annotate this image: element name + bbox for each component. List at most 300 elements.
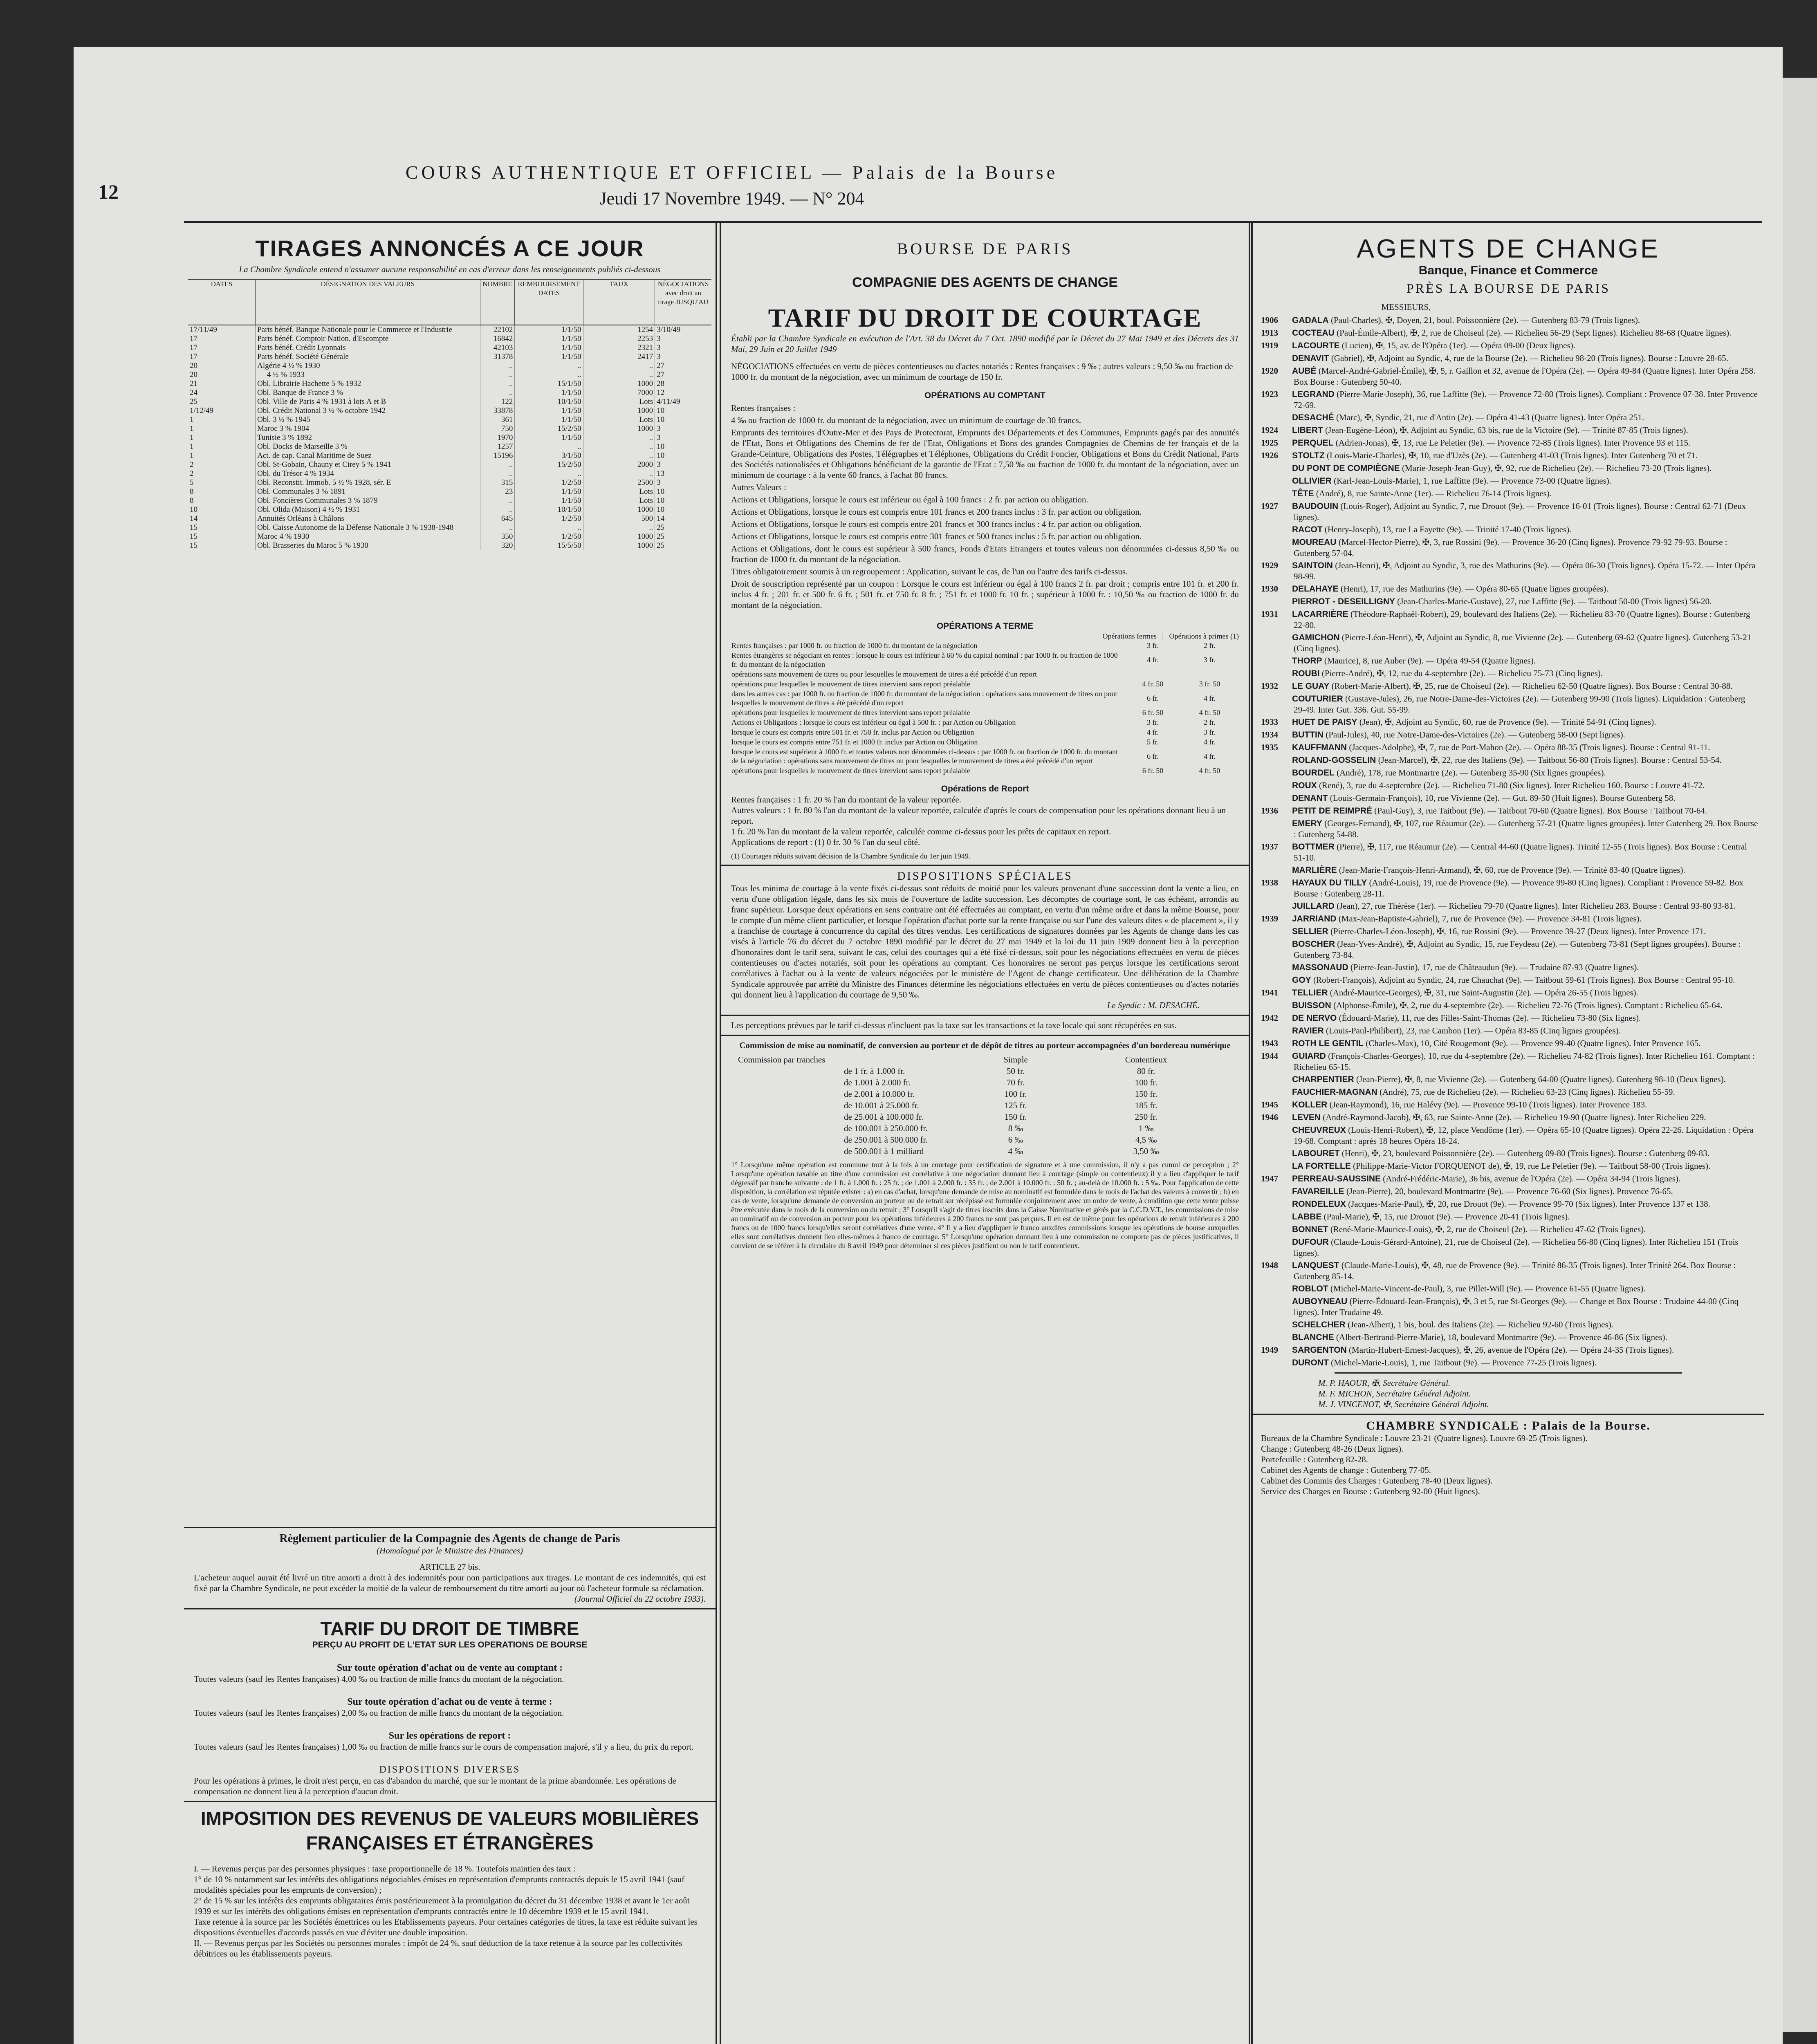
table-cell: Obl. Communales 3 % 1891 [256, 487, 480, 496]
table-cell: 24 — [188, 388, 256, 397]
table-row [188, 343, 711, 352]
commission-cell: 70 fr. [1006, 1078, 1025, 1087]
table-cell: 1000 [583, 532, 655, 541]
agent-year: 1923 [1261, 389, 1278, 399]
reglement-article: ARTICLE 27 bis. [419, 1562, 480, 1572]
agent-year: 1945 [1261, 1100, 1278, 1109]
commission-col2: Contentieux [1125, 1055, 1167, 1065]
list-item [1261, 841, 1758, 863]
terme-primes: 3 fr. [1204, 656, 1216, 664]
timbre-s3-text: Toutes valeurs (sauf les Rentes françaises) 1,00 ‰ ou fraction de mille francs sur le cours de compensation majoré, s'il y a lieu, du prix du report. [194, 1742, 694, 1752]
comptant-line: Autres Valeurs : [731, 482, 786, 492]
table-cell: Annuités Orléans à Châlons [256, 514, 480, 523]
agent-details: (Jean-Pierre), ✠, 8, rue Vivienne (2e). — Gutenberg 64-00 (Quatre lignes). Gutenberg 98-10 (Deux lignes). [1356, 1074, 1726, 1084]
table-cell: 1000 [583, 379, 655, 388]
negociations-text: NÉGOCIATIONS effectuées en vertu de pièces contentieuses ou d'actes notariés : Rentes françaises : 9 ‰ ; autres valeurs : 9,50 ‰ ou fraction de 1000 fr. du montant de la négociation, avec un minimum de courtage de 150 fr. [731, 361, 1233, 382]
commission-cell: 250 fr. [1135, 1112, 1157, 1122]
list-item [1261, 755, 1758, 766]
table-cell: .. [583, 442, 655, 451]
list-item [1261, 655, 1758, 666]
table-cell: 10/1/50 [515, 397, 583, 406]
column-right [1251, 223, 1764, 2044]
officer-line: M. J. VINCENOT, ✠, Secrétaire Général Adjoint. [1318, 1399, 1489, 1409]
agent-details: (Paul-Jules), 40, rue Notre-Dame-des-Victoires (2e). — Gutenberg 58-00 (Sept lignes). [1326, 730, 1625, 740]
col-nego: NÉGOCIATIONS avec droit au tirage JUSQU'AU [655, 279, 711, 325]
agent-name: PERREAU-SAUSSINE [1292, 1174, 1381, 1183]
table-row [188, 487, 711, 496]
agent-year: 1946 [1261, 1112, 1278, 1122]
list-item [1261, 1161, 1758, 1172]
table-cell: Obl. Crédit National 3 ½ % octobre 1942 [256, 406, 480, 415]
commission-cell: 150 fr. [1004, 1112, 1027, 1122]
table-cell: Algérie 4 ½ % 1930 [256, 361, 480, 370]
timbre-s1-title: Sur toute opération d'achat ou de vente au comptant : [336, 1663, 563, 1673]
terme-col2: Opérations à primes (1) [1169, 632, 1239, 640]
agent-details: (Pierre-Marie-Joseph), 36, rue Laffitte (9e). — Provence 72-80 (Trois lignes). Compliant : Provence 07-38. Inter Provence 72-69. [1294, 389, 1758, 410]
agent-name: DELAHAYE [1292, 584, 1339, 594]
table-cell: Lots [583, 496, 655, 505]
table-cell: 122 [480, 397, 515, 406]
agent-details: (Lucien), ✠, 15, av. de l'Opéra (1er). — Opéra 09-00 (Deux lignes). [1341, 341, 1575, 350]
table-cell: Obl. Librairie Hachette 5 % 1932 [256, 379, 480, 388]
agent-name: ROUBI [1292, 669, 1320, 678]
agent-details: (Louis-Marie-Charles), ✠, 10, rue d'Uzès (2e). — Gutenberg 41-03 (Trois lignes). Inter Gutenberg 70 et 71. [1326, 450, 1698, 460]
terme-title: OPÉRATIONS A TERME [936, 621, 1034, 631]
table-row [188, 541, 711, 550]
terme-primes [1181, 669, 1238, 679]
agent-details: (Louis-Paul-Philibert), 23, rue Cambon (1er). — Opéra 83-85 (Cinq lignes groupées). [1326, 1026, 1621, 1035]
commission-cell: de 1 fr. à 1.000 fr. [844, 1066, 905, 1076]
terme-fermes [1124, 669, 1181, 679]
table-cell: Parts bénéf. Banque Nationale pour le Commerce et l'Industrie [256, 325, 480, 334]
agent-year: 1927 [1261, 501, 1278, 511]
list-item [1261, 1087, 1758, 1098]
agent-name: BOSCHER [1292, 939, 1335, 949]
agent-year: 1938 [1261, 878, 1278, 888]
agent-name: JUILLARD [1292, 901, 1335, 911]
table-cell: 15196 [480, 451, 515, 460]
agent-name: SELLIER [1292, 927, 1328, 936]
agent-year: 1925 [1261, 438, 1278, 448]
table-cell: 17 — [188, 334, 256, 343]
agent-details: (Jean-Charles-Marie-Gustave), 27, rue Laffitte (9e). — Taitbout 50-00 (Trois lignes) 56-20. [1397, 596, 1712, 606]
agents-messieurs: MESSIEURS, [1381, 302, 1431, 312]
table-row [188, 334, 711, 343]
table-cell: 350 [480, 532, 515, 541]
agent-name: GUIARD [1292, 1051, 1326, 1061]
agent-year: 1941 [1261, 988, 1278, 997]
table-cell: Obl. Caisse Autonome de la Défense Nationale 3 % 1938-1948 [256, 523, 480, 532]
table-cell: 2253 [583, 334, 655, 343]
agent-name: LABBE [1292, 1212, 1322, 1221]
agent-details: (André), 8, rue Sainte-Anne (1er). — Richelieu 76-14 (Trois lignes). [1316, 489, 1552, 498]
table-cell: 3 — [657, 424, 671, 433]
table-cell: .. [480, 361, 515, 370]
list-item [1261, 1224, 1758, 1235]
agent-details: (Philippe-Marie-Victor FORQUENOT de), ✠, 19, rue Le Peletier (9e). — Taitbout 58-00 (Trois lignes). [1353, 1161, 1711, 1171]
col-remboursement: REMBOURSEMENT [518, 280, 580, 288]
chambre-line: Cabinet des Agents de change : Gutenberg 77-05. [1261, 1465, 1431, 1475]
syndic-signature: Le Syndic : M. DESACHÉ. [1107, 1000, 1200, 1010]
agent-details: (Théodore-Raphaël-Robert), 29, boulevard des Italiens (2e). — Richelieu 83-70 (Quatre lignes). Bourse : Gutenberg 22-80. [1294, 609, 1750, 630]
agent-details: (Martin-Hubert-Ernest-Jacques), ✠, 26, avenue de l'Opéra (2e). — Opéra 24-35 (Trois lignes). [1349, 1345, 1674, 1355]
table-cell: 12 — [657, 388, 674, 397]
agent-name: DENANT [1292, 793, 1328, 803]
comptant-line: Titres obligatoirement soumis à un regroupement : Application, suivant le cas, de l'un ou l'autre des tarifs ci-dessus. [731, 567, 1128, 576]
chambre-title: CHAMBRE SYNDICALE : Palais de la Bourse. [1366, 1419, 1651, 1432]
agent-details: (Paul-Marie), ✠, 15, rue Drouot (9e). — Provence 20-41 (Trois lignes). [1323, 1212, 1570, 1221]
agent-details: (Édouard-Marie), 11, rue des Filles-Saint-Thomas (2e). — Richelieu 73-80 (Six lignes). [1339, 1013, 1641, 1023]
list-item [1261, 668, 1758, 679]
agent-name: GADALA [1292, 316, 1329, 325]
table-cell: 1 — [188, 433, 256, 442]
agent-details: (Jean), ✠, Adjoint au Syndic, 60, rue de Provence (9e). — Trinité 54-91 (Cinq lignes). [1359, 717, 1656, 727]
table-cell: Lots [583, 397, 655, 406]
table-row [188, 424, 711, 433]
table-cell: 7000 [583, 388, 655, 397]
table-row [188, 415, 711, 424]
table-cell: .. [480, 379, 515, 388]
agent-name: ROBLOT [1292, 1284, 1328, 1293]
table-cell: 15/2/50 [515, 460, 583, 469]
agent-name: STOLTZ [1292, 451, 1325, 460]
table-cell: 8 — [188, 487, 256, 496]
table-cell: 1970 [480, 433, 515, 442]
table-row [188, 514, 711, 523]
agent-details: (Charles-Max), 10, Cité Rougemont (9e). — Provence 99-40 (Quatre lignes). Inter Provence 165. [1366, 1038, 1701, 1048]
table-cell: 1/1/50 [515, 415, 583, 424]
table-cell: .. [480, 505, 515, 514]
page-number: 12 [98, 180, 119, 203]
report-line: Applications de report : (1) 0 fr. 30 % l'an du seul côté. [731, 837, 920, 847]
table-cell: 1257 [480, 442, 515, 451]
table-cell: 33878 [480, 406, 515, 415]
agent-name: ROUX [1292, 781, 1317, 790]
agent-name: THORP [1292, 656, 1322, 666]
table-cell: 3/10/49 [657, 325, 681, 334]
agent-details: (André-Raymond-Jacob), ✠, 63, rue Sainte-Anne (2e). — Richelieu 19-90 (Quatre lignes). Inter Richelieu 229. [1323, 1112, 1706, 1122]
agent-details: (André), 75, rue de Richelieu (2e). — Richelieu 63-23 (Cinq lignes). Richelieu 55-59. [1380, 1087, 1675, 1097]
report-line: Rentes françaises : 1 fr. 20 % l'an du montant de la valeur reportée. [731, 795, 962, 805]
agent-name: PERQUEL [1292, 438, 1334, 448]
agent-details: (Claude-Louis-Gérard-Antoine), 21, rue de Choiseul (2e). — Richelieu 56-80 (Cinq lignes). Inter Richelieu 151 (Trois lignes). [1294, 1237, 1738, 1258]
table-row [188, 370, 711, 379]
table-cell: 15/5/50 [515, 541, 583, 550]
imposition-text5: II. — Revenus perçus par les Sociétés ou personnes morales : impôt de 24 %, sauf déduction de la taxe retenue à la source par les collectivités débitrices ou les établissements payeurs. [194, 1938, 682, 1959]
agent-details: (André-Maurice-Georges), ✠, 31, rue Saint-Augustin (2e). — Opéra 26-55 (Trois lignes). [1330, 988, 1638, 997]
agent-year: 1920 [1261, 366, 1278, 376]
table-row [188, 361, 711, 370]
table-cell: 3 — [657, 433, 671, 442]
timbre-div-text: Pour les opérations à primes, le droit n'est perçu, en cas d'abandon du marché, que sur le montant de la prime abandonnée. Les opérations de compensation ne donnent lieu à la perception d'aucun droit. [194, 1776, 676, 1796]
agent-details: (Louis-Roger), Adjoint au Syndic, 7, rue Drouot (9e). — Provence 16-01 (Trois lignes). Bourse : Central 62-71 (Deux lignes). [1294, 501, 1746, 522]
table-cell: .. [480, 370, 515, 379]
table-cell: Obl. Docks de Marseille 3 % [256, 442, 480, 451]
table-row [188, 352, 711, 361]
table-row [188, 469, 711, 478]
table-cell: .. [583, 370, 655, 379]
agent-name: BONNET [1292, 1225, 1328, 1234]
agent-name: PIERROT - DESEILLIGNY [1292, 597, 1395, 606]
list-item [1261, 693, 1758, 715]
comptant-line: Actions et Obligations, dont le cours est supérieur à 500 francs, Fonds d'Etats Etrangers et toutes valeurs non dénommées ci-dessus 8,50 ‰ ou fraction de 1000 fr. du montant de la négociation. [731, 544, 1239, 564]
table-cell: .. [480, 523, 515, 532]
table-cell: Act. de cap. Canal Maritime de Suez [256, 451, 480, 460]
list-item [1261, 962, 1758, 973]
agent-details: (Karl-Jean-Louis-Marie), 1, rue Laffitte (9e). — Provence 73-00 (Quatre lignes). [1334, 476, 1612, 486]
table-cell: 8 — [188, 496, 256, 505]
list-item [1261, 1038, 1758, 1049]
agent-name: HAYAUX DU TILLY [1292, 878, 1367, 888]
agent-name: EMERY [1292, 819, 1322, 828]
agents-subtitle2: PRÈS LA BOURSE DE PARIS [1406, 281, 1611, 296]
table-cell: 25 — [188, 397, 256, 406]
table-cell: 1/1/50 [515, 334, 583, 343]
terme-label: Rentes étrangères se négociant en rentes : lorsque le cours est inférieur à 60 % du capital nominal : par 1000 fr. ou fraction de 1000 fr. du montant de la négociation [731, 651, 1118, 668]
comptant-line: Actions et Obligations, lorsque le cours est compris entre 301 francs et 500 francs inclus : 5 fr. par action ou obligation. [731, 531, 1142, 541]
table-cell: 2417 [583, 352, 655, 361]
commission-cell: 8 ‰ [1008, 1123, 1023, 1133]
report-line: 1 fr. 20 % l'an du montant de la valeur reportée, calculée comme ci-dessus pour les prêts de capitaux en report. [731, 827, 1111, 836]
table-cell: .. [583, 451, 655, 460]
table-cell: 2321 [583, 343, 655, 352]
terme-fermes: 6 fr. [1147, 694, 1159, 702]
table-cell: 1/1/50 [515, 487, 583, 496]
table-cell: 361 [480, 415, 515, 424]
agent-name: RONDELEUX [1292, 1199, 1346, 1209]
agent-year: 1947 [1261, 1174, 1278, 1183]
table-cell: Obl. du Trésor 4 % 1934 [256, 469, 480, 478]
timbre-s2-title: Sur toute opération d'achat ou de vente à terme : [347, 1697, 552, 1707]
table-cell: 1/2/50 [515, 478, 583, 487]
terme-label: lorsque le cours est compris entre 751 fr. et 1000 fr. inclus par Action ou Obligation [731, 738, 978, 746]
table-cell: 2 — [188, 460, 256, 469]
agent-details: (Jean), 27, rue Thérèse (1er). — Richelieu 79-70 (Quatre lignes). Inter Richelieu 283. Bourse : Central 93-80 93-81. [1337, 901, 1736, 911]
tarif-subtitle: Établi par la Chambre Syndicale en exécution de l'Art. 38 du Décret du 7 Oct. 1890 modifié par le Décret du 27 Mai 1949 et des Décrets des 31 Mai, 29 Juin et 20 Juillet 1949 [731, 334, 1239, 354]
table-cell: 21 — [188, 379, 256, 388]
perceptions-text: Les perceptions prévues par le tarif ci-dessus n'incluent pas la taxe sur les transactions et la taxe locale qui sont récupérées en sus. [731, 1020, 1177, 1030]
terme-row [731, 679, 1238, 689]
list-item [1261, 939, 1758, 960]
agent-name: DUFOUR [1292, 1237, 1329, 1247]
commission-cell: de 25.001 à 100.000 fr. [844, 1112, 924, 1122]
table-cell: 15/1/50 [515, 379, 583, 388]
table-cell: .. [515, 523, 583, 532]
commission-cell: 4,5 ‰ [1135, 1135, 1157, 1145]
agent-details: (Marcel-André-Gabriel-Émile), ✠, 5, r. Gaillon et 32, avenue de l'Opéra (2e). — Opéra 49-84 (Quatre lignes). Inter Opéra 258. Box Bourse : Gutenberg 50-40. [1294, 366, 1756, 387]
agent-name: HUET DE PAISY [1292, 717, 1357, 727]
table-cell: 10 — [657, 415, 674, 424]
agent-year: 1949 [1261, 1345, 1278, 1355]
table-cell: 1 — [188, 442, 256, 451]
page-header-title: COURS AUTHENTIQUE ET OFFICIEL — Palais de la Bourse [405, 162, 1059, 183]
page-header-date: Jeudi 17 Novembre 1949. — N° 204 [599, 188, 864, 208]
list-item [1261, 1260, 1758, 1282]
agent-details: (Marc), ✠, Syndic, 21, rue d'Antin (2e). — Opéra 41-43 (Quatre lignes). Inter Opéra 251. [1336, 412, 1644, 422]
terme-label: opérations sans mouvement de titres ou pour lesquelles le mouvement de titres a été précédé d'un report [731, 670, 1037, 678]
terme-primes: 4 fr. 50 [1199, 708, 1220, 717]
commission-cell: 6 ‰ [1008, 1135, 1023, 1145]
table-cell: 10 — [657, 505, 674, 514]
commission-table [738, 1054, 1228, 1157]
list-item [1261, 340, 1758, 351]
commission-cell: 100 fr. [1135, 1078, 1157, 1087]
table-cell: Parts bénéf. Crédit Lyonnais [256, 343, 480, 352]
list-item [1261, 632, 1758, 654]
agent-details: (André-Louis), 19, rue de Provence (9e). — Provence 99-80 (Cinq lignes). Compliant : Provence 59-82. Box Bourse : Gutenberg 28-11. [1294, 878, 1744, 899]
table-cell: 1/1/50 [515, 325, 583, 334]
table-cell: Obl. 3 ½ % 1945 [256, 415, 480, 424]
agent-details: (Jean-Henri), ✠, Adjoint au Syndic, 3, rue des Mathurins (9e). — Opéra 06-30 (Trois lignes). Opéra 15-72. — Inter Opéra 98-99. [1294, 560, 1756, 581]
table-cell: 15 — [188, 541, 256, 550]
list-item [1261, 818, 1758, 840]
chambre-line: Cabinet des Commis des Charges : Gutenberg 78-40 (Deux lignes). [1261, 1476, 1493, 1486]
list-item [1261, 877, 1758, 899]
list-item [1261, 1237, 1758, 1258]
list-item [1261, 1332, 1758, 1343]
agent-name: TELLIER [1292, 988, 1328, 997]
comptant-line: 4 ‰ ou fraction de 1000 fr. du montant de la négociation, avec un minimum de courtage de 30 francs. [731, 415, 1081, 425]
list-item [1261, 315, 1758, 326]
table-cell: 2 — [188, 469, 256, 478]
table-cell: 31378 [480, 352, 515, 361]
table-cell: 1/1/50 [515, 433, 583, 442]
imposition-text4: Taxe retenue à la source par les Sociétés émettrices ou les Etablissements payeurs. Pour certaines catégories de titres, la taxe est réduite suivant les dispositions éventuelles d'accords passés en vue d'éviter une double imposition. [194, 1917, 698, 1937]
table-cell: 1000 [583, 424, 655, 433]
terme-primes: 2 fr. [1204, 641, 1216, 650]
officer-line: M. F. MICHON, Secrétaire Général Adjoint. [1318, 1389, 1471, 1399]
table-cell: 25 — [657, 541, 674, 550]
commission-cell: de 250.001 à 500.000 fr. [844, 1135, 928, 1145]
list-item [1261, 389, 1758, 410]
terme-fermes: 6 fr. 50 [1142, 766, 1164, 775]
commission-cell: de 10.001 à 25.000 fr. [844, 1100, 919, 1110]
agent-name: RACOT [1292, 525, 1323, 534]
table-cell: 1/1/50 [515, 496, 583, 505]
terme-row [731, 641, 1238, 650]
agent-details: (Pierre-Jean-Justin), 17, rue de Châteaudun (9e). — Trudaine 87-93 (Quatre lignes). [1350, 962, 1639, 972]
timbre-subtitle: PERÇU AU PROFIT DE L'ETAT SUR LES OPERATIONS DE BOURSE [312, 1640, 588, 1650]
agent-name: KOLLER [1292, 1100, 1328, 1109]
table-cell: 320 [480, 541, 515, 550]
table-cell: 14 — [657, 514, 674, 523]
table-cell: 4/11/49 [657, 397, 680, 406]
commission-cell: 125 fr. [1004, 1100, 1027, 1110]
agent-name: BAUDOUIN [1292, 502, 1339, 511]
terme-fermes: 3 fr. [1147, 641, 1159, 650]
table-cell: Obl. Brasseries du Maroc 5 % 1930 [256, 541, 480, 550]
agent-name: DURONT [1292, 1358, 1329, 1367]
table-cell: Tunisie 3 % 1892 [256, 433, 480, 442]
table-cell: 1000 [583, 406, 655, 415]
commission-cell: 100 fr. [1004, 1089, 1027, 1099]
agent-details: (Jean-Marie-François-Henri-Armand), ✠, 60, rue de Provence (9e). — Trinité 83-40 (Quatre lignes). [1339, 865, 1685, 875]
table-cell: 25 — [657, 532, 674, 541]
timbre-s2-text: Toutes valeurs (sauf les Rentes françaises) 2,00 ‰ ou fraction de mille francs du montant de la négociation. [194, 1708, 564, 1718]
agent-name: JARRIAND [1292, 914, 1337, 923]
terme-label: opérations pour lesquelles le mouvement de titres intervient sans report préalable [731, 766, 970, 775]
agent-details: (Pierre), ✠, 117, rue Réaumur (2e). — Central 44-60 (Quatre lignes). Trinité 12-55 (Trois lignes). Box Bourse : Central 51-10. [1294, 842, 1747, 863]
list-item [1261, 793, 1758, 804]
table-row [188, 442, 711, 451]
list-item [1261, 913, 1758, 924]
list-item [1261, 475, 1758, 486]
list-item [1261, 463, 1758, 474]
table-row [188, 451, 711, 460]
agent-name: TÊTE [1292, 489, 1314, 498]
agent-name: BOURDEL [1292, 768, 1335, 778]
timbre-s1-text: Toutes valeurs (sauf les Rentes françaises) 4,00 ‰ ou fraction de mille francs du montant de la négociation. [194, 1674, 564, 1684]
agent-name: OLLIVIER [1292, 476, 1332, 486]
list-item [1261, 729, 1758, 740]
agent-year: 1924 [1261, 425, 1278, 435]
agent-name: MARLIÈRE [1292, 865, 1337, 875]
table-cell: 10 — [188, 505, 256, 514]
comptant-line: Actions et Obligations, lorsque le cours est inférieur ou égal à 100 francs : 2 fr. par action ou obligation. [731, 495, 1088, 504]
agent-name: AUBOYNEAU [1292, 1297, 1348, 1306]
table-cell: Lots [583, 487, 655, 496]
terme-table [731, 641, 1238, 775]
list-item [1261, 412, 1758, 423]
table-cell: Parts bénéf. Société Générale [256, 352, 480, 361]
col-rdates [515, 279, 583, 325]
table-cell: Obl. Banque de France 3 % [256, 388, 480, 397]
table-row [188, 406, 711, 415]
terme-row [731, 708, 1238, 717]
agent-name: LACOURTE [1292, 341, 1340, 350]
list-item [1261, 1211, 1758, 1222]
column-middle [720, 223, 1250, 2044]
agent-details: (Paul-Guy), 3, rue Taitbout (9e). — Taitbout 70-60 (Quatre lignes). Box Bourse : Taitbout 70-64. [1374, 806, 1707, 816]
list-item [1261, 1283, 1758, 1294]
agent-details: (Gustave-Jules), 26, rue Notre-Dame-des-Victoires (2e). — Gutenberg 99-90 (Trois lignes). Liquidation : Gutenberg 29-49. Inter Gut. 336. Gut. 55-99. [1294, 694, 1745, 715]
table-cell: 1 — [188, 415, 256, 424]
agent-details: (Michel-Marie-Louis), 1, rue Taitbout (9e). — Provence 77-25 (Trois lignes). [1331, 1358, 1597, 1367]
list-item [1261, 450, 1758, 461]
terme-fermes: 4 fr. [1147, 728, 1159, 736]
table-cell: .. [583, 361, 655, 370]
agent-details: (Jean-Marcel), ✠, 22, rue des Italiens (9e). — Taitbout 56-80 (Trois lignes). Bourse : Central 53-54. [1378, 755, 1722, 765]
list-item [1261, 1296, 1758, 1318]
agent-details: (Pierre-André), ✠, 12, rue du 4-septembre (2e). — Richelieu 75-73 (Cinq lignes). [1321, 668, 1603, 678]
table-cell: 3/1/50 [515, 451, 583, 460]
agent-name: LANQUEST [1292, 1261, 1339, 1270]
agent-details: (André), 178, rue Montmartre (2e). — Gutenberg 35-90 (Six lignes groupées). [1337, 768, 1606, 778]
agent-details: (Jean-Raymond), 16, rue Halévy (9e). — Provence 99-10 (Trois lignes). Inter Provence 183. [1329, 1100, 1647, 1109]
agent-details: (Marcel-Hector-Pierre), ✠, 3, rue Rossini (9e). — Provence 36-20 (Cinq lignes). Provence 79-92 79-93. Bourse : Gutenberg 57-04. [1294, 537, 1727, 558]
agent-details: (André-Frédéric-Marie), 36 bis, avenue de l'Opéra (2e). — Opéra 34-94 (Trois lignes). [1383, 1174, 1681, 1183]
table-cell: 1/2/50 [515, 514, 583, 523]
table-cell: 16842 [480, 334, 515, 343]
table-row [188, 325, 711, 334]
chambre-line: Portefeuille : Gutenberg 82-28. [1261, 1455, 1368, 1464]
terme-primes: 3 fr. 50 [1199, 680, 1220, 688]
tirages-title: TIRAGES ANNONCÉS A CE JOUR [255, 235, 644, 261]
list-item [1261, 501, 1758, 522]
commission-cell: 80 fr. [1137, 1066, 1155, 1076]
commission-cell: 1 ‰ [1138, 1123, 1154, 1133]
table-cell: 14 — [188, 514, 256, 523]
table-cell: 10 — [657, 442, 674, 451]
table-row [188, 505, 711, 514]
agent-name: GAMICHON [1292, 633, 1340, 642]
commission-col1: Simple [1003, 1055, 1028, 1065]
commission-row [738, 1100, 1228, 1111]
table-cell: .. [515, 469, 583, 478]
commission-cell: 4 ‰ [1008, 1146, 1023, 1156]
table-cell: 17 — [188, 343, 256, 352]
list-item [1261, 488, 1758, 499]
